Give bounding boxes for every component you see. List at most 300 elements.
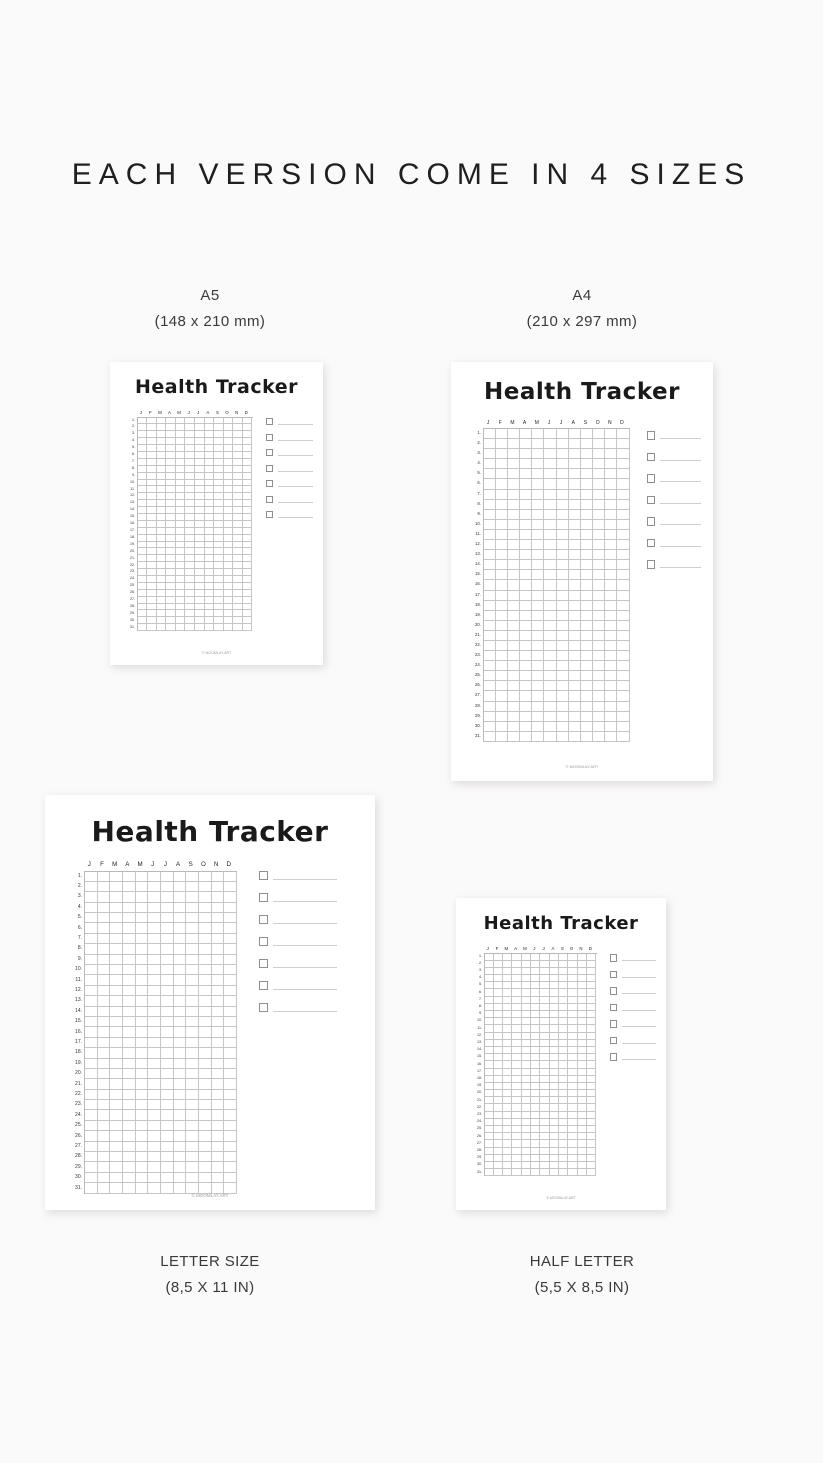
grid-cell[interactable] [512,1054,521,1061]
grid-cell[interactable] [212,1027,225,1037]
grid-cell[interactable] [147,445,157,452]
grid-cell[interactable] [214,431,224,438]
grid-cell[interactable] [569,681,581,691]
grid-cell[interactable] [485,1169,494,1176]
grid-cell[interactable] [512,997,521,1004]
grid-cell[interactable] [557,681,569,691]
grid-cell[interactable] [166,528,176,535]
grid-cell[interactable] [520,500,532,510]
grid-cell[interactable] [147,624,157,631]
grid-cell[interactable] [540,1083,549,1090]
grid-cell[interactable] [578,1004,587,1011]
grid-cell[interactable] [550,1033,559,1040]
grid-cell[interactable] [205,500,215,507]
grid-cell[interactable] [224,493,234,500]
grid-cell[interactable] [557,601,569,611]
grid-cell[interactable] [199,913,212,923]
grid-cell[interactable] [157,610,167,617]
checklist-row[interactable] [259,871,337,880]
grid-cell[interactable] [214,583,224,590]
grid-cell[interactable] [212,882,225,892]
grid-cell[interactable] [85,1017,98,1027]
grid-cell[interactable] [136,1017,149,1027]
grid-cell[interactable] [569,702,581,712]
grid-cell[interactable] [568,1061,577,1068]
grid-cell[interactable] [508,591,520,601]
grid-cell[interactable] [224,934,237,944]
grid-cell[interactable] [559,954,568,961]
grid-cell[interactable] [550,975,559,982]
grid-cell[interactable] [148,1038,161,1048]
grid-cell[interactable] [569,550,581,560]
grid-cell[interactable] [147,452,157,459]
grid-cell[interactable] [520,732,532,742]
grid-cell[interactable] [520,712,532,722]
grid-cell[interactable] [569,732,581,742]
grid-cell[interactable] [243,555,253,562]
grid-cell[interactable] [185,597,195,604]
grid-cell[interactable] [557,520,569,530]
checkbox[interactable] [259,871,268,880]
grid-cell[interactable] [578,1133,587,1140]
grid-cell[interactable] [243,569,253,576]
grid-cell[interactable] [512,1112,521,1119]
grid-cell[interactable] [224,923,237,933]
grid-cell[interactable] [176,528,186,535]
grid-cell[interactable] [138,514,148,521]
grid-cell[interactable] [605,479,617,489]
grid-cell[interactable] [212,1059,225,1069]
grid-cell[interactable] [243,466,253,473]
grid-cell[interactable] [484,560,496,570]
grid-cell[interactable] [85,1110,98,1120]
grid-cell[interactable] [617,439,629,449]
grid-cell[interactable] [199,1048,212,1058]
grid-cell[interactable] [195,438,205,445]
grid-cell[interactable] [593,732,605,742]
grid-cell[interactable] [85,965,98,975]
grid-cell[interactable] [176,535,186,542]
grid-cell[interactable] [212,1100,225,1110]
grid-cell[interactable] [503,954,512,961]
grid-cell[interactable] [224,535,234,542]
grid-cell[interactable] [166,445,176,452]
grid-cell[interactable] [540,1069,549,1076]
grid-cell[interactable] [503,975,512,982]
grid-cell[interactable] [136,1152,149,1162]
grid-cell[interactable] [522,1112,531,1119]
grid-cell[interactable] [205,576,215,583]
checkbox[interactable] [259,1003,268,1012]
grid-cell[interactable] [544,449,556,459]
grid-cell[interactable] [484,671,496,681]
grid-cell[interactable] [494,1083,503,1090]
checkbox[interactable] [266,496,273,503]
grid-cell[interactable] [123,1100,136,1110]
grid-cell[interactable] [161,934,174,944]
grid-cell[interactable] [557,722,569,732]
grid-cell[interactable] [531,1119,540,1126]
grid-cell[interactable] [174,1131,187,1141]
checklist-row[interactable] [266,434,314,441]
grid-cell[interactable] [174,1017,187,1027]
grid-cell[interactable] [110,996,123,1006]
grid-cell[interactable] [224,528,234,535]
grid-cell[interactable] [176,480,186,487]
grid-cell[interactable] [148,955,161,965]
checkbox[interactable] [610,1037,618,1045]
grid-cell[interactable] [185,583,195,590]
grid-cell[interactable] [484,530,496,540]
grid-cell[interactable] [544,631,556,641]
grid-cell[interactable] [568,1155,577,1162]
grid-cell[interactable] [147,486,157,493]
grid-cell[interactable] [522,1047,531,1054]
grid-cell[interactable] [503,1033,512,1040]
checklist-write-line[interactable] [273,872,337,880]
grid-cell[interactable] [185,473,195,480]
checklist-write-line[interactable] [278,434,314,441]
grid-cell[interactable] [559,1148,568,1155]
grid-cell[interactable] [508,510,520,520]
grid-cell[interactable] [186,1059,199,1069]
grid-cell[interactable] [214,493,224,500]
grid-cell[interactable] [110,944,123,954]
grid-cell[interactable] [85,944,98,954]
grid-cell[interactable] [605,500,617,510]
grid-cell[interactable] [522,1148,531,1155]
grid-cell[interactable] [148,1079,161,1089]
grid-cell[interactable] [233,418,243,425]
grid-cell[interactable] [503,1104,512,1111]
checklist-write-line[interactable] [660,517,701,525]
grid-cell[interactable] [98,934,111,944]
grid-cell[interactable] [503,1140,512,1147]
grid-cell[interactable] [587,1025,596,1032]
grid-cell[interactable] [587,954,596,961]
checkbox[interactable] [266,418,273,425]
grid-cell[interactable] [176,514,186,521]
grid-cell[interactable] [110,1131,123,1141]
grid-cell[interactable] [166,535,176,542]
grid-cell[interactable] [157,576,167,583]
grid-cell[interactable] [520,621,532,631]
grid-cell[interactable] [98,1110,111,1120]
grid-cell[interactable] [176,466,186,473]
grid-cell[interactable] [85,1131,98,1141]
grid-cell[interactable] [199,1027,212,1037]
grid-cell[interactable] [494,1040,503,1047]
checklist-write-line[interactable] [622,1037,656,1044]
grid-cell[interactable] [508,550,520,560]
grid-cell[interactable] [174,892,187,902]
grid-cell[interactable] [138,555,148,562]
checklist-row[interactable] [259,937,337,946]
grid-cell[interactable] [147,473,157,480]
checklist-write-line[interactable] [273,960,337,968]
grid-cell[interactable] [531,1148,540,1155]
grid-cell[interactable] [508,439,520,449]
grid-cell[interactable] [508,601,520,611]
grid-cell[interactable] [161,1110,174,1120]
grid-cell[interactable] [512,1061,521,1068]
grid-cell[interactable] [157,604,167,611]
grid-cell[interactable] [147,597,157,604]
grid-cell[interactable] [496,601,508,611]
grid-cell[interactable] [195,528,205,535]
grid-cell[interactable] [503,1004,512,1011]
grid-cell[interactable] [484,661,496,671]
grid-cell[interactable] [224,1059,237,1069]
grid-cell[interactable] [136,1142,149,1152]
grid-cell[interactable] [214,514,224,521]
grid-cell[interactable] [568,1054,577,1061]
grid-cell[interactable] [520,530,532,540]
grid-cell[interactable] [199,965,212,975]
grid-cell[interactable] [503,1097,512,1104]
grid-cell[interactable] [494,1155,503,1162]
grid-cell[interactable] [136,1131,149,1141]
grid-cell[interactable] [544,490,556,500]
grid-cell[interactable] [557,661,569,671]
grid-cell[interactable] [532,520,544,530]
grid-cell[interactable] [578,1119,587,1126]
grid-cell[interactable] [233,535,243,542]
grid-cell[interactable] [512,954,521,961]
grid-cell[interactable] [243,548,253,555]
grid-cell[interactable] [185,548,195,555]
grid-cell[interactable] [110,955,123,965]
grid-cell[interactable] [485,1090,494,1097]
grid-cell[interactable] [520,510,532,520]
grid-cell[interactable] [520,722,532,732]
checklist-write-line[interactable] [660,474,701,482]
grid-cell[interactable] [532,469,544,479]
grid-cell[interactable] [496,631,508,641]
grid-cell[interactable] [532,510,544,520]
grid-cell[interactable] [233,438,243,445]
grid-cell[interactable] [176,542,186,549]
grid-cell[interactable] [98,986,111,996]
grid-cell[interactable] [557,500,569,510]
grid-cell[interactable] [195,610,205,617]
grid-cell[interactable] [98,1079,111,1089]
grid-cell[interactable] [494,1133,503,1140]
grid-cell[interactable] [494,997,503,1004]
grid-cell[interactable] [569,611,581,621]
grid-cell[interactable] [503,989,512,996]
grid-cell[interactable] [496,560,508,570]
checklist-row[interactable] [647,517,702,526]
grid-cell[interactable] [138,590,148,597]
grid-cell[interactable] [550,1162,559,1169]
grid-cell[interactable] [569,601,581,611]
grid-cell[interactable] [123,1048,136,1058]
grid-cell[interactable] [522,1018,531,1025]
grid-cell[interactable] [581,591,593,601]
checklist-row[interactable] [266,465,314,472]
grid-cell[interactable] [166,507,176,514]
grid-cell[interactable] [123,1090,136,1100]
grid-cell[interactable] [508,712,520,722]
grid-cell[interactable] [214,590,224,597]
grid-cell[interactable] [123,892,136,902]
grid-cell[interactable] [186,1038,199,1048]
grid-cell[interactable] [166,597,176,604]
grid-cell[interactable] [503,968,512,975]
grid-cell[interactable] [605,530,617,540]
grid-cell[interactable] [494,961,503,968]
grid-cell[interactable] [205,604,215,611]
grid-cell[interactable] [496,429,508,439]
grid-cell[interactable] [532,651,544,661]
grid-cell[interactable] [550,1169,559,1176]
grid-cell[interactable] [185,500,195,507]
grid-cell[interactable] [233,528,243,535]
grid-cell[interactable] [508,469,520,479]
checklist-write-line[interactable] [278,418,314,425]
grid-cell[interactable] [503,1126,512,1133]
grid-cell[interactable] [205,445,215,452]
grid-cell[interactable] [186,1027,199,1037]
grid-cell[interactable] [185,445,195,452]
grid-cell[interactable] [569,591,581,601]
grid-cell[interactable] [166,493,176,500]
grid-cell[interactable] [522,1119,531,1126]
grid-cell[interactable] [532,459,544,469]
grid-cell[interactable] [508,651,520,661]
grid-cell[interactable] [617,661,629,671]
grid-cell[interactable] [224,486,234,493]
grid-cell[interactable] [593,449,605,459]
grid-cell[interactable] [224,431,234,438]
grid-cell[interactable] [185,507,195,514]
grid-cell[interactable] [85,1142,98,1152]
grid-cell[interactable] [569,712,581,722]
grid-cell[interactable] [522,1040,531,1047]
grid-cell[interactable] [512,1025,521,1032]
grid-cell[interactable] [559,989,568,996]
grid-cell[interactable] [512,1033,521,1040]
grid-cell[interactable] [166,466,176,473]
grid-cell[interactable] [205,555,215,562]
grid-cell[interactable] [176,445,186,452]
grid-cell[interactable] [540,989,549,996]
grid-cell[interactable] [508,611,520,621]
grid-cell[interactable] [138,617,148,624]
grid-cell[interactable] [174,1142,187,1152]
grid-cell[interactable] [581,681,593,691]
grid-cell[interactable] [147,480,157,487]
grid-cell[interactable] [605,732,617,742]
grid-cell[interactable] [186,1121,199,1131]
checkbox[interactable] [647,474,656,483]
grid-cell[interactable] [147,514,157,521]
grid-cell[interactable] [224,1048,237,1058]
grid-cell[interactable] [214,576,224,583]
grid-cell[interactable] [110,1017,123,1027]
grid-cell[interactable] [157,528,167,535]
grid-cell[interactable] [593,540,605,550]
grid-cell[interactable] [85,882,98,892]
grid-cell[interactable] [161,1007,174,1017]
grid-cell[interactable] [485,1162,494,1169]
grid-cell[interactable] [593,621,605,631]
grid-cell[interactable] [522,1025,531,1032]
grid-cell[interactable] [605,510,617,520]
grid-cell[interactable] [136,1007,149,1017]
grid-cell[interactable] [110,1048,123,1058]
grid-cell[interactable] [98,882,111,892]
grid-cell[interactable] [110,1100,123,1110]
grid-cell[interactable] [508,702,520,712]
grid-cell[interactable] [587,968,596,975]
grid-cell[interactable] [161,1069,174,1079]
grid-cell[interactable] [568,1140,577,1147]
grid-cell[interactable] [212,1162,225,1172]
preview-sheet-a4[interactable] [451,362,713,781]
grid-cell[interactable] [233,576,243,583]
grid-cell[interactable] [186,1007,199,1017]
grid-cell[interactable] [98,1100,111,1110]
checkbox[interactable] [266,511,273,518]
grid-cell[interactable] [587,1011,596,1018]
grid-cell[interactable] [212,1152,225,1162]
grid-cell[interactable] [233,521,243,528]
grid-cell[interactable] [569,479,581,489]
grid-cell[interactable] [593,560,605,570]
grid-cell[interactable] [605,671,617,681]
checklist-write-line[interactable] [273,916,337,924]
grid-cell[interactable] [148,1027,161,1037]
grid-cell[interactable] [496,479,508,489]
grid-cell[interactable] [166,576,176,583]
grid-cell[interactable] [617,510,629,520]
grid-cell[interactable] [148,1090,161,1100]
grid-cell[interactable] [540,975,549,982]
grid-cell[interactable] [174,1110,187,1120]
grid-cell[interactable] [485,1126,494,1133]
grid-cell[interactable] [605,651,617,661]
grid-cell[interactable] [578,1018,587,1025]
grid-cell[interactable] [85,1173,98,1183]
grid-cell[interactable] [233,610,243,617]
grid-cell[interactable] [550,1112,559,1119]
grid-cell[interactable] [138,424,148,431]
checkbox[interactable] [259,959,268,968]
grid-cell[interactable] [569,459,581,469]
grid-cell[interactable] [157,542,167,549]
grid-cell[interactable] [484,500,496,510]
grid-cell[interactable] [581,691,593,701]
grid-cell[interactable] [195,562,205,569]
grid-cell[interactable] [214,528,224,535]
grid-cell[interactable] [166,473,176,480]
grid-cell[interactable] [587,1133,596,1140]
grid-cell[interactable] [587,1054,596,1061]
grid-cell[interactable] [195,617,205,624]
grid-cell[interactable] [185,486,195,493]
grid-cell[interactable] [98,1048,111,1058]
grid-cell[interactable] [559,1076,568,1083]
grid-cell[interactable] [605,580,617,590]
grid-cell[interactable] [185,452,195,459]
grid-cell[interactable] [161,1038,174,1048]
grid-cell[interactable] [85,872,98,882]
grid-cell[interactable] [195,431,205,438]
grid-cell[interactable] [617,732,629,742]
grid-cell[interactable] [136,1048,149,1058]
